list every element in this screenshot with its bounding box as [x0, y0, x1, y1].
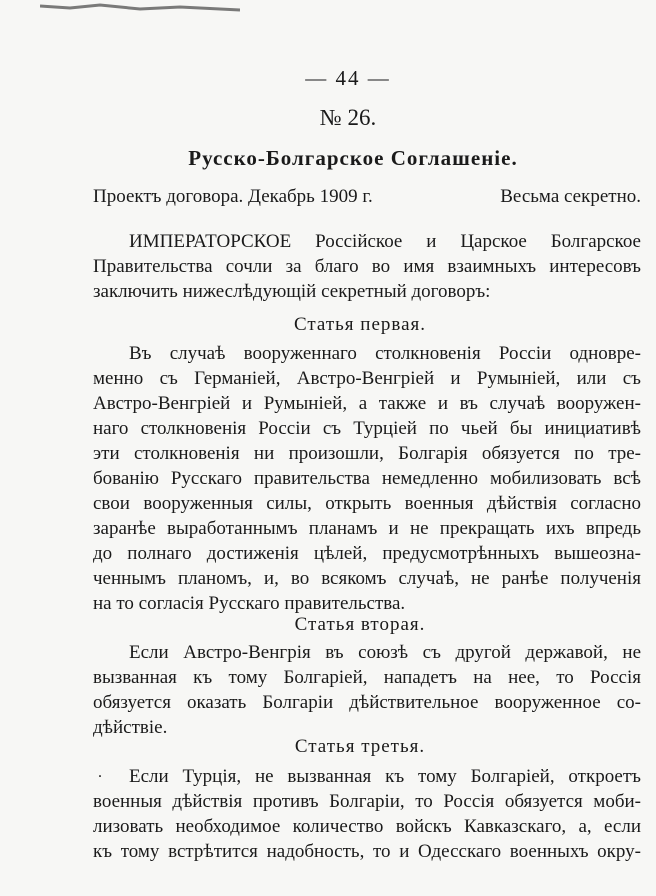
article-line: свои вооруженныя силы, открыть военныя дѣйствія согласно [93, 493, 641, 514]
article-1-heading: Статья первая. [293, 314, 427, 335]
article-3-heading: Статья третья. [294, 736, 426, 757]
article-line: къ тому встрѣтится надобность, то и Одесскаго военныхъ окру- [93, 841, 641, 862]
article-line: обязуется оказать Болгаріи дѣйствительное вооруженное со- [93, 692, 641, 713]
draft-date: Проектъ договора. Декабрь 1909 г. [93, 186, 373, 207]
article-line: менно съ Германіей, Австро-Венгріей и Румыніей, или съ [93, 368, 641, 389]
article-line: лизовать необходимое количество войскъ Кавказскаго, а, если [93, 816, 641, 837]
article-line: вызванная къ тому Болгаріей, нападетъ на нее, то Россія [93, 667, 641, 688]
document-meta [93, 186, 641, 208]
article-line: ченнымъ планомъ, и, во всякомъ случаѣ, не ранѣе полученія [93, 568, 641, 589]
article-line: дѣйствіе. [93, 717, 168, 738]
article-line: наго столкновенія Россіи съ Турціей по чьей бы инициативѣ [93, 418, 641, 439]
article-line: эти столкновенія ни произошли, Болгарія обязуется по тре- [93, 443, 641, 464]
preamble-line: заключить нижеслѣдующій секретный договоръ: [93, 281, 491, 302]
scan-artifact [40, 2, 240, 12]
article-2-heading: Статья вторая. [294, 614, 426, 635]
article-line: до полнаго достиженія цѣлей, предусмотрѣнныхъ вышеозна- [93, 543, 641, 564]
article-line: Въ случаѣ вооруженнаго столкновенія Россіи одновре- [129, 343, 641, 364]
preamble [93, 229, 641, 304]
document-title: Русско-Болгарское Соглашеніе. [188, 146, 518, 170]
article-3-body [93, 764, 641, 864]
article-line: Если Австро-Венгрія въ союзѣ съ другой державой, не [129, 642, 641, 663]
article-line: заранѣе выработаннымъ планамъ и не прекращать ихъ впредь [93, 518, 641, 539]
article-line: Если Турція, не вызванная къ тому Болгаріей, откроетъ [129, 766, 641, 787]
article-2-body [93, 640, 641, 740]
preamble-line: ИМПЕРАТОРСКОЕ Россійское и Царское Болгарское [129, 231, 641, 252]
article-line: бованію Русскаго правительства немедленно мобилизовать всѣ [93, 468, 641, 489]
document-number: № 26. [319, 105, 377, 130]
preamble-line: Правительства сочли за благо во имя взаимныхъ интересовъ [93, 256, 641, 277]
article-line: военныя дѣйствія противъ Болгаріи, то Россія обязуется моби- [93, 791, 641, 812]
margin-mark: . [98, 764, 102, 781]
article-line: Австро-Венгріей и Румыніей, а также и въ случаѣ вооружен- [93, 393, 641, 414]
article-1-body [93, 341, 641, 616]
article-line: на то согласія Русскаго правительства. [93, 593, 406, 614]
classification: Весьма секретно. [500, 186, 641, 207]
page-number: — 44 — [305, 66, 391, 90]
